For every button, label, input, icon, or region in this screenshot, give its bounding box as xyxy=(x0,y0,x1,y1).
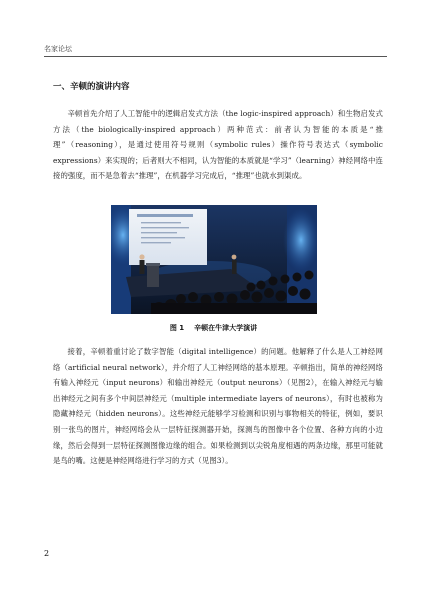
lecture-photo-illustration xyxy=(111,205,317,314)
paragraph-1 xyxy=(53,106,383,184)
figure-number: 图 1 xyxy=(169,324,185,332)
section-heading: 一、辛顿的演讲内容 xyxy=(53,82,130,92)
page-number: 2 xyxy=(44,549,50,558)
figure-caption xyxy=(0,323,427,333)
paragraph-1-text: 辛顿首先介绍了人工智能中的逻辑启发式方法（the logic-inspired approach）和生物启发式方法（the biologically-inspired approach）两种范式：前者认为智能的本质是“推理”（reasoning），是通过使用符号规则（symbolic rules）操作符号表达式（symbolic expressions）来实现的；后者则大不相同，认为智能的本质就是“学习”（learning）神经网络中连接的强度，而不是急着去“推理”，在机器学习完成后，“推理”也就水到渠成。 xyxy=(53,109,383,181)
column-label: 名家论坛 xyxy=(44,45,72,53)
paragraph-2 xyxy=(53,344,383,469)
figure-title: 辛顿在牛津大学演讲 xyxy=(194,324,258,332)
figure-lecture-photo xyxy=(111,205,317,314)
paragraph-2-text: 接着，辛顿着重讨论了数字智能（digital intelligence）的问题。他解释了什么是人工神经网络（artificial neural network），并介绍了人工神经网络的基本原理。辛顿指出，简单的神经网络有输入神经元（input neurons）和输出神经元（output neurons）（见图2），在输入神经元与输出神经元之间有多个中间层神经元（multiple intermediate layers of neurons），有时也被称为隐藏神经元（hidden neurons）。这些神经元能够学习检测和识别与事物相关的特征，例如，要识别一张鸟的图片，神经网络会从一层特征探测器开始，探测鸟的图像中各个位置、各种方向的小边缘，然后会得到一层特征探测图像边缘的组合。如果检测到以尖锐角度相遇的两条边缘，那里可能就是鸟的嘴。这便是神经网络进行学习的方式（见图3）。 xyxy=(53,347,383,466)
header-rule xyxy=(44,56,387,57)
